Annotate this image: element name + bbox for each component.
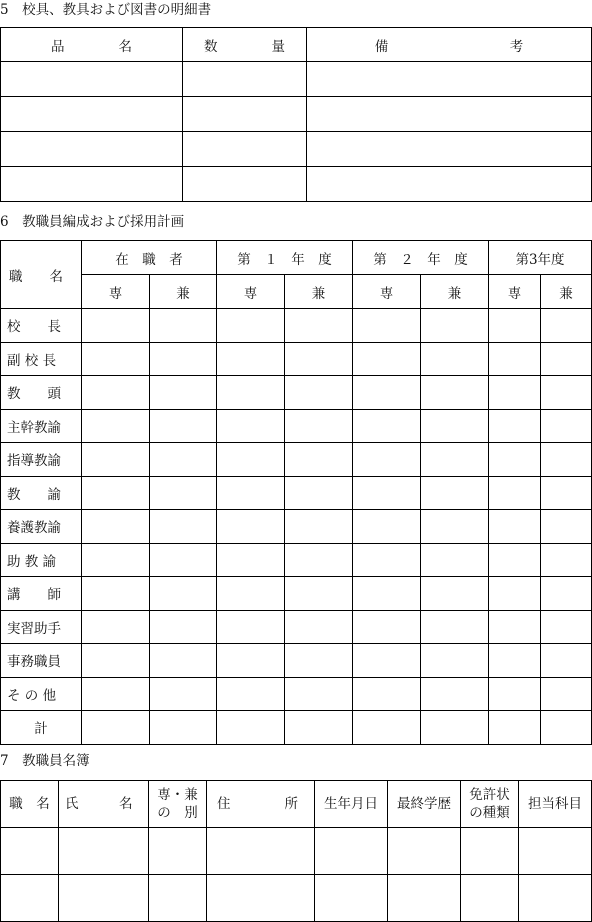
- table-cell: [353, 677, 421, 711]
- table-cell: [421, 543, 489, 577]
- table-cell: [461, 828, 519, 875]
- table-cell: [489, 510, 541, 544]
- table-cell: [150, 543, 217, 577]
- row-label: 教 諭: [1, 476, 82, 510]
- table-cell: [217, 476, 285, 510]
- section6-title: 6 教職員編成および採用計画: [0, 214, 185, 230]
- table-row: [1, 577, 592, 611]
- header-birthdate: 生年月日: [315, 781, 388, 828]
- table-cell: [421, 476, 489, 510]
- table-cell: [489, 476, 541, 510]
- table-cell: [307, 62, 592, 97]
- table-cell: [541, 677, 592, 711]
- row-label: 指導教諭: [1, 443, 82, 477]
- table-cell: [489, 644, 541, 678]
- table-cell: [315, 875, 388, 922]
- header-part-time: 兼: [541, 275, 592, 309]
- table-cell: [421, 376, 489, 410]
- table-cell: [541, 443, 592, 477]
- table-cell: [285, 443, 353, 477]
- row-label: 主幹教諭: [1, 409, 82, 443]
- header-part-time: 兼: [285, 275, 353, 309]
- table-cell: [541, 342, 592, 376]
- table-cell: [217, 443, 285, 477]
- table-cell: [82, 677, 150, 711]
- table-row: [1, 543, 592, 577]
- header-current-staff: 在 職 者: [82, 241, 217, 275]
- table-cell: [541, 476, 592, 510]
- table-cell: [353, 610, 421, 644]
- table-cell: [353, 543, 421, 577]
- table-cell: [421, 577, 489, 611]
- table-cell: [285, 409, 353, 443]
- header-year-2: 第 ２ 年 度: [353, 241, 489, 275]
- header-full-time: 専: [489, 275, 541, 309]
- table-cell: [421, 342, 489, 376]
- table-cell: [489, 376, 541, 410]
- table-cell: [217, 510, 285, 544]
- table-cell: [285, 309, 353, 343]
- table-cell: [421, 409, 489, 443]
- table-cell: [150, 476, 217, 510]
- table-cell: [353, 510, 421, 544]
- header-year-3: 第3年度: [489, 241, 592, 275]
- table-cell: [421, 443, 489, 477]
- table-row: [1, 476, 592, 510]
- table-cell: [421, 677, 489, 711]
- equipment-table: [0, 27, 592, 202]
- table-cell: [150, 577, 217, 611]
- table-cell: [421, 510, 489, 544]
- table-cell: [1, 62, 183, 97]
- table-row: [1, 677, 592, 711]
- table-cell: [217, 677, 285, 711]
- table-cell: [285, 543, 353, 577]
- table-cell: [353, 376, 421, 410]
- table-cell: [489, 577, 541, 611]
- table-row: [1, 132, 592, 167]
- table-cell: [285, 577, 353, 611]
- table-cell: [353, 409, 421, 443]
- header-education: 最終学歴: [388, 781, 461, 828]
- table-row: [1, 309, 592, 343]
- header-license-line2: の種類: [469, 805, 510, 821]
- header-full-time: 専: [217, 275, 285, 309]
- table-cell: [149, 828, 207, 875]
- table-cell: [489, 342, 541, 376]
- section7-title: 7 教職員名簿: [0, 753, 90, 769]
- table-row: [1, 644, 592, 678]
- table-cell: [82, 376, 150, 410]
- table-cell: [82, 543, 150, 577]
- table-row: [1, 711, 592, 745]
- table-cell: [285, 342, 353, 376]
- table-cell: [217, 711, 285, 745]
- table-cell: [307, 132, 592, 167]
- table-cell: [1, 828, 59, 875]
- table-cell: [519, 875, 592, 922]
- table-cell: [489, 309, 541, 343]
- row-label: 副 校 長: [1, 342, 82, 376]
- table-cell: [150, 644, 217, 678]
- table-cell: [353, 309, 421, 343]
- table-cell: [353, 644, 421, 678]
- table-cell: [150, 610, 217, 644]
- table-cell: [1, 167, 183, 202]
- table-cell: [149, 875, 207, 922]
- header-name: 氏 名: [59, 781, 149, 828]
- table-row: [1, 610, 592, 644]
- table-cell: [421, 309, 489, 343]
- row-label: 計: [1, 711, 82, 745]
- table-cell: [285, 610, 353, 644]
- table-cell: [489, 409, 541, 443]
- table-cell: [285, 376, 353, 410]
- header-item-name: 品 名: [1, 28, 183, 62]
- header-address: 住 所: [207, 781, 315, 828]
- table-cell: [183, 167, 307, 202]
- table-cell: [207, 828, 315, 875]
- table-cell: [82, 409, 150, 443]
- table-cell: [217, 644, 285, 678]
- table-cell: [307, 97, 592, 132]
- table-cell: [285, 711, 353, 745]
- header-license-type: [461, 781, 519, 828]
- table-cell: [315, 828, 388, 875]
- table-cell: [353, 577, 421, 611]
- table-cell: [541, 376, 592, 410]
- table-cell: [541, 309, 592, 343]
- table-cell: [217, 342, 285, 376]
- table-cell: [217, 577, 285, 611]
- table-cell: [59, 828, 149, 875]
- table-row: [1, 167, 592, 202]
- table-cell: [150, 309, 217, 343]
- table-cell: [489, 610, 541, 644]
- table-cell: [59, 875, 149, 922]
- row-label: 校 長: [1, 309, 82, 343]
- table-cell: [150, 443, 217, 477]
- table-cell: [82, 342, 150, 376]
- staff-roster-table: [0, 780, 592, 922]
- table-row: [1, 510, 592, 544]
- table-cell: [1, 875, 59, 922]
- table-cell: [150, 677, 217, 711]
- table-cell: [82, 577, 150, 611]
- table-cell: [150, 711, 217, 745]
- table-cell: [489, 443, 541, 477]
- table-cell: [1, 132, 183, 167]
- header-remarks: 備 考: [307, 28, 592, 62]
- header-full-time: 専: [82, 275, 150, 309]
- table-cell: [82, 443, 150, 477]
- table-cell: [541, 409, 592, 443]
- table-cell: [541, 644, 592, 678]
- staffing-plan-table: [0, 240, 592, 745]
- table-row: [1, 97, 592, 132]
- section5-title: 5 校具、教具および図書の明細書: [0, 2, 212, 18]
- table-cell: [307, 167, 592, 202]
- table-cell: [421, 610, 489, 644]
- table-cell: [421, 644, 489, 678]
- row-label: 事務職員: [1, 644, 82, 678]
- table-cell: [489, 677, 541, 711]
- table-cell: [150, 409, 217, 443]
- table-cell: [388, 875, 461, 922]
- table-cell: [82, 644, 150, 678]
- table-cell: [217, 409, 285, 443]
- header-quantity: 数 量: [183, 28, 307, 62]
- header-employment-type: [149, 781, 207, 828]
- table-cell: [353, 711, 421, 745]
- header-position: 職 名: [1, 781, 59, 828]
- table-cell: [183, 97, 307, 132]
- row-label: 養護教諭: [1, 510, 82, 544]
- row-label: 講 師: [1, 577, 82, 611]
- header-license-line1: 免許状: [469, 787, 510, 803]
- table-cell: [489, 543, 541, 577]
- row-label: 教 頭: [1, 376, 82, 410]
- table-row: [1, 409, 592, 443]
- table-cell: [541, 577, 592, 611]
- header-subject: 担当科目: [519, 781, 592, 828]
- table-cell: [183, 62, 307, 97]
- table-cell: [541, 711, 592, 745]
- table-cell: [82, 476, 150, 510]
- table-cell: [82, 711, 150, 745]
- table-cell: [150, 376, 217, 410]
- table-cell: [285, 510, 353, 544]
- table-cell: [1, 97, 183, 132]
- table-cell: [353, 342, 421, 376]
- table-cell: [82, 510, 150, 544]
- table-row: [1, 875, 592, 922]
- header-employment-type-line1: 専・兼: [157, 787, 198, 803]
- table-cell: [353, 476, 421, 510]
- header-year-1: 第 １ 年 度: [217, 241, 353, 275]
- header-part-time: 兼: [150, 275, 217, 309]
- table-cell: [183, 132, 307, 167]
- table-row: [1, 443, 592, 477]
- table-cell: [150, 510, 217, 544]
- table-cell: [217, 309, 285, 343]
- table-cell: [217, 543, 285, 577]
- table-cell: [150, 342, 217, 376]
- table-cell: [421, 711, 489, 745]
- table-row: [1, 828, 592, 875]
- row-label: 助 教 諭: [1, 543, 82, 577]
- table-cell: [207, 875, 315, 922]
- table-cell: [217, 376, 285, 410]
- table-cell: [217, 610, 285, 644]
- table-cell: [489, 711, 541, 745]
- row-label: 実習助手: [1, 610, 82, 644]
- table-cell: [285, 644, 353, 678]
- table-row: [1, 376, 592, 410]
- header-employment-type-line2: の 別: [157, 805, 198, 821]
- table-cell: [285, 476, 353, 510]
- table-row: [1, 342, 592, 376]
- table-cell: [541, 510, 592, 544]
- table-cell: [82, 610, 150, 644]
- table-cell: [82, 309, 150, 343]
- table-row: [1, 62, 592, 97]
- row-label: そ の 他: [1, 677, 82, 711]
- table-cell: [353, 443, 421, 477]
- table-cell: [519, 828, 592, 875]
- table-cell: [541, 610, 592, 644]
- table-cell: [388, 828, 461, 875]
- header-full-time: 専: [353, 275, 421, 309]
- table-cell: [461, 875, 519, 922]
- table-cell: [285, 677, 353, 711]
- header-position: 職 名: [1, 241, 82, 309]
- header-part-time: 兼: [421, 275, 489, 309]
- table-cell: [541, 543, 592, 577]
